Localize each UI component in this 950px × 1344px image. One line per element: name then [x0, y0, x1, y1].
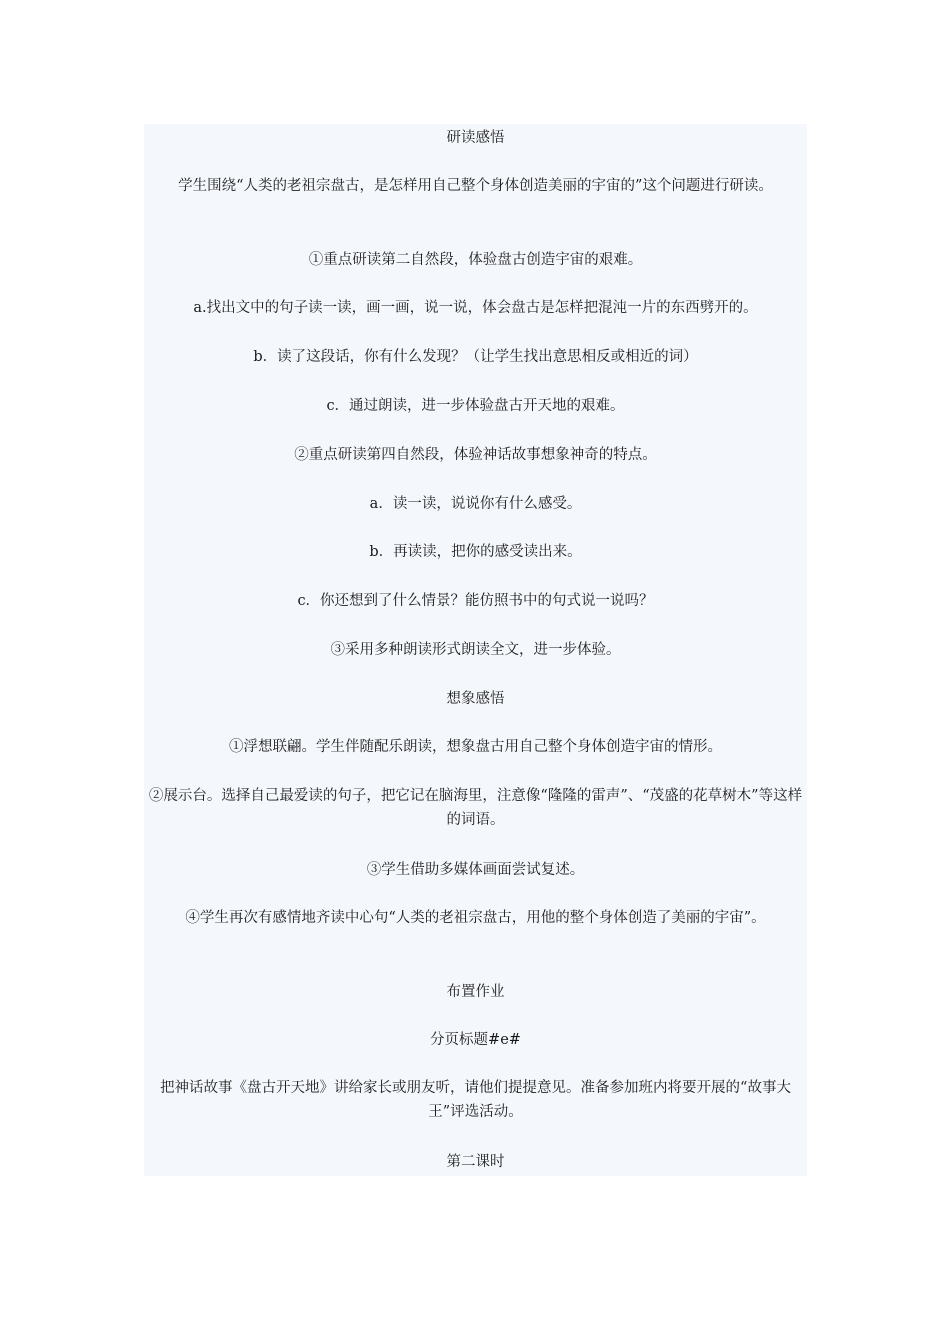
section-heading: 第二课时	[446, 1154, 505, 1170]
paragraph: ③学生借助多媒体画面尝试复述。	[366, 862, 585, 878]
paragraph: ①重点研读第二自然段，体验盘古创造宇宙的艰难。	[308, 252, 643, 268]
section-heading: 研读感悟	[446, 130, 505, 146]
paragraph: ④学生再次有感情地齐读中心句“人类的老祖宗盘古，用他的整个身体创造了美丽的宇宙”。	[185, 910, 766, 926]
paragraph: b．再读读，把你的感受读出来。	[369, 544, 582, 560]
page-break-title: 分页标题#e#	[430, 1032, 521, 1048]
paragraph: ②重点研读第四自然段，体验神话故事想象神奇的特点。	[294, 447, 657, 463]
paragraph: c．你还想到了什么情景？能仿照书中的句式说一说吗？	[297, 593, 654, 609]
section-heading: 布置作业	[446, 984, 505, 1000]
paragraph: ②展示台。选择自己最爱读的句子，把它记在脑海里，注意像“隆隆的雷声”、“茂盛的花草树木”等这样的词语。	[148, 788, 803, 828]
paragraph: c．通过朗读，进一步体验盘古开天地的艰难。	[326, 398, 625, 414]
paragraph: a.找出文中的句子读一读，画一画，说一说，体会盘古是怎样把混沌一片的东西劈开的。	[193, 300, 758, 316]
paragraph: 把神话故事《盘古开天地》讲给家长或朋友听，请他们提提意见。准备参加班内将要开展的“故事大王”评选活动。	[160, 1080, 791, 1120]
paragraph: a．读一读，说说你有什么感受。	[369, 496, 582, 512]
paragraph: ③采用多种朗读形式朗读全文，进一步体验。	[330, 642, 621, 658]
paragraph: 学生围绕“人类的老祖宗盘古，是怎样用自己整个身体创造美丽的宇宙的”这个问题进行研读。	[178, 178, 773, 194]
paragraph: ①浮想联翩。学生伴随配乐朗读，想象盘古用自己整个身体创造宇宙的情形。	[229, 739, 722, 755]
content-panel	[144, 124, 807, 1176]
paragraph: b．读了这段话，你有什么发现？（让学生找出意思相反或相近的词）	[253, 349, 698, 365]
section-heading: 想象感悟	[446, 691, 505, 707]
